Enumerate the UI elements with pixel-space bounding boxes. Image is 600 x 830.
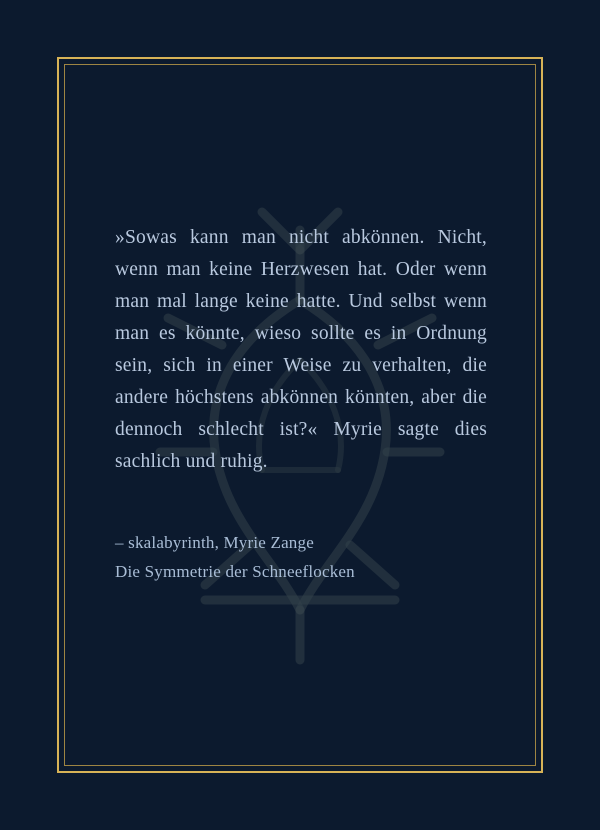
attribution-source: – skalabyrinth, Myrie Zange [115,533,314,552]
attribution-block [115,528,487,586]
quote-text: »Sowas kann man nicht abkönnen. Nicht, wenn man keine Herzwesen hat. Oder wenn man mal lange keine hatte. Und selbst wenn man es könnte, wieso sollte es in Ordnung sein, sich in einer Weise zu verhalten, die andere höchstens abkönnen könnten, aber die dennoch schlecht ist?« Myrie sagte dies sachlich und ruhig. [115,227,487,472]
attribution-title: Die Symmetrie der Schneeflocken [115,562,355,581]
quote-content [115,222,487,586]
